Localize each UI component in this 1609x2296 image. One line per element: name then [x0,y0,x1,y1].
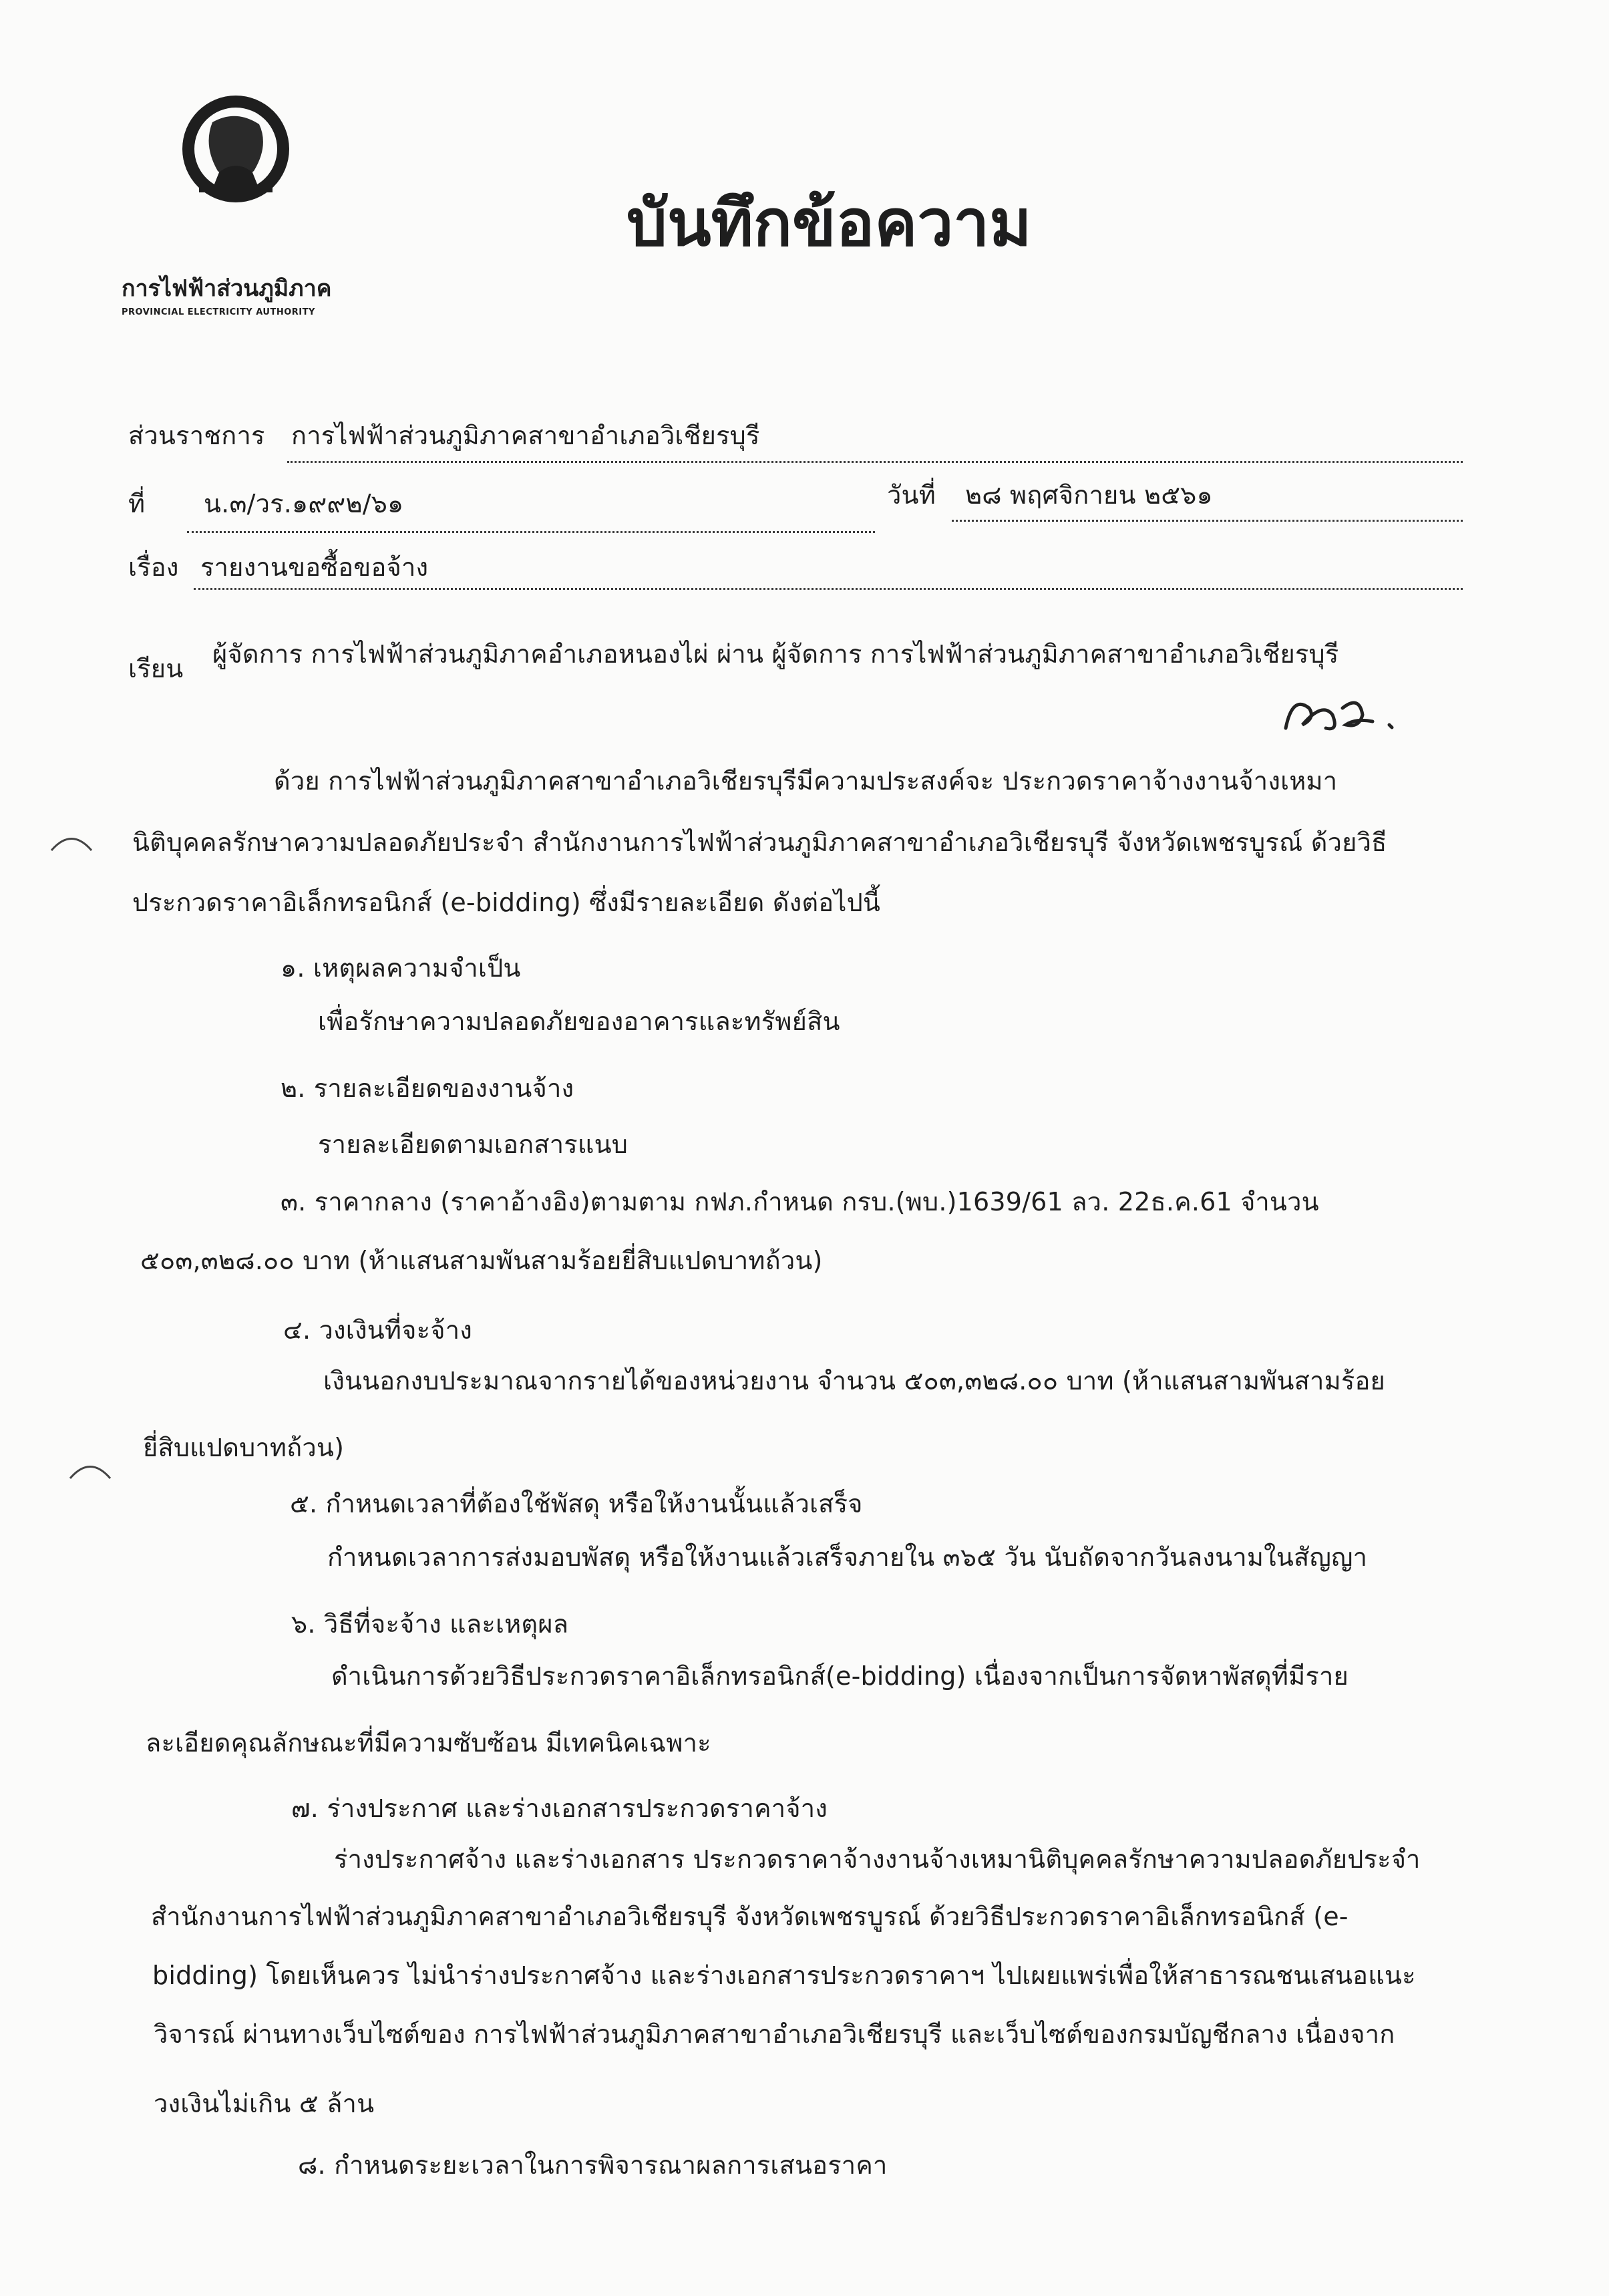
pea-logo-icon [179,92,293,263]
intro-line-1: ด้วย การไฟฟ้าส่วนภูมิภาคสาขาอำเภอวิเชียรบุรีมีความประสงค์จะ ประกวดราคาจ้างงานจ้างเหมา [274,766,1338,796]
section-7-line-5: วงเงินไม่เกิน ๕ ล้าน [154,2089,375,2118]
punch-hole-mark-icon [67,1455,114,1482]
intro-line-2: นิติบุคคลรักษาความปลอดภัยประจำ สำนักงานการไฟฟ้าส่วนภูมิภาคสาขาอำเภอวิเชียรบุรี จังหวัดเพชรบูรณ์ ด้วยวิธี [132,828,1387,857]
date-label: วันที่ [887,480,936,510]
section-6-heading: ๖. วิธีที่จะจ้าง และเหตุผล [291,1609,569,1639]
section-7-line-2: สำนักงานการไฟฟ้าส่วนภูมิภาคสาขาอำเภอวิเชียรบุรี จังหวัดเพชรบูรณ์ ด้วยวิธีประกวดราคาอิเล็กทรอนิกส์ (e- [151,1902,1349,1931]
org-name-english: PROVINCIAL ELECTRICITY AUTHORITY [122,307,315,317]
salutation-text: ผู้จัดการ การไฟฟ้าส่วนภูมิภาคอำเภอหนองไผ่ ผ่าน ผู้จัดการ การไฟฟ้าส่วนภูมิภาคสาขาอำเภอวิเชียรบุรี [212,639,1339,669]
section-3-line-1: ๓. ราคากลาง (ราคาอ้างอิง)ตามตาม กฟภ.กำหนด กรบ.(พบ.)1639/61 ลว. 22ธ.ค.61 จำนวน [281,1187,1319,1216]
department-value: การไฟฟ้าส่วนภูมิภาคสาขาอำเภอวิเชียรบุรี [291,421,760,450]
section-4-line-1: เงินนอกงบประมาณจากรายได้ของหน่วยงาน จำนวน ๕๐๓,๓๒๘.๐๐ บาท (ห้าแสนสามพันสามร้อย [323,1366,1385,1396]
ref-value: น.๓/วร.๑๙๙๒/๖๑ [204,489,404,518]
section-1-text: เพื่อรักษาความปลอดภัยของอาคารและทรัพย์สิน [318,1007,840,1036]
section-6-line-1: ดำเนินการด้วยวิธีประกวดราคาอิเล็กทรอนิกส์(e-bidding) เนื่องจากเป็นการจัดหาพัสดุที่มีราย [331,1661,1349,1691]
subject-value: รายงานขอซื้อขอจ้าง [200,552,429,582]
ref-label: ที่ [128,489,146,518]
section-3-line-2: ๕๐๓,๓๒๘.๐๐ บาท (ห้าแสนสามพันสามร้อยยี่สิบแปดบาทถ้วน) [140,1246,823,1275]
section-7-line-3: bidding) โดยเห็นควร ไม่นำร่างประกาศจ้าง และร่างเอกสารประกวดราคาฯ ไปเผยแพร่เพื่อให้สาธารณชนเสนอแนะ [152,1961,1416,1990]
subject-label: เรื่อง [128,552,179,582]
page-title: บันทึกข้อความ [627,186,1032,261]
ref-underline [187,531,875,533]
subject-underline [194,588,1463,590]
section-6-line-2: ละเอียดคุณลักษณะที่มีความซับซ้อน มีเทคนิคเฉพาะ [146,1728,711,1758]
section-4-heading: ๔. วงเงินที่จะจ้าง [283,1315,473,1345]
punch-hole-mark-icon [48,827,95,854]
section-7-heading: ๗. ร่างประกาศ และร่างเอกสารประกวดราคาจ้าง [291,1794,828,1823]
section-5-text: กำหนดเวลาการส่งมอบพัสดุ หรือให้งานแล้วเสร็จภายใน ๓๖๕ วัน นับถัดจากวันลงนามในสัญญา [327,1542,1368,1572]
section-8-heading: ๘. กำหนดระยะเวลาในการพิจารณาผลการเสนอราคา [298,2150,888,2180]
section-7-line-4: วิจารณ์ ผ่านทางเว็บไซต์ของ การไฟฟ้าส่วนภูมิภาคสาขาอำเภอวิเชียรบุรี และเว็บไซต์ของกรมบัญชีกลาง เนื่องจาก [154,2019,1395,2049]
department-label: ส่วนราชการ [128,421,265,450]
intro-line-3: ประกวดราคาอิเล็กทรอนิกส์ (e-bidding) ซึ่งมีรายละเอียด ดังต่อไปนี้ [132,888,881,917]
section-2-heading: ๒. รายละเอียดของงานจ้าง [281,1074,574,1103]
section-4-line-2: ยี่สิบแปดบาทถ้วน) [143,1433,345,1462]
department-underline [287,461,1463,463]
section-2-text: รายละเอียดตามเอกสารแนบ [318,1130,629,1159]
section-7-line-1: ร่างประกาศจ้าง และร่างเอกสาร ประกวดราคาจ้างงานจ้างเหมานิติบุคคลรักษาความปลอดภัยประจำ [334,1844,1421,1874]
org-name-thai: การไฟฟ้าส่วนภูมิภาค [122,275,332,302]
handwritten-initials-signature [1279,688,1399,742]
salutation-label: เรียน [128,654,184,683]
section-5-heading: ๕. กำหนดเวลาที่ต้องใช้พัสดุ หรือให้งานนั้นแล้วเสร็จ [290,1489,863,1518]
date-value: ๒๘ พฤศจิกายน ๒๕๖๑ [965,480,1213,510]
date-underline [952,520,1463,522]
section-1-heading: ๑. เหตุผลความจำเป็น [281,953,521,983]
